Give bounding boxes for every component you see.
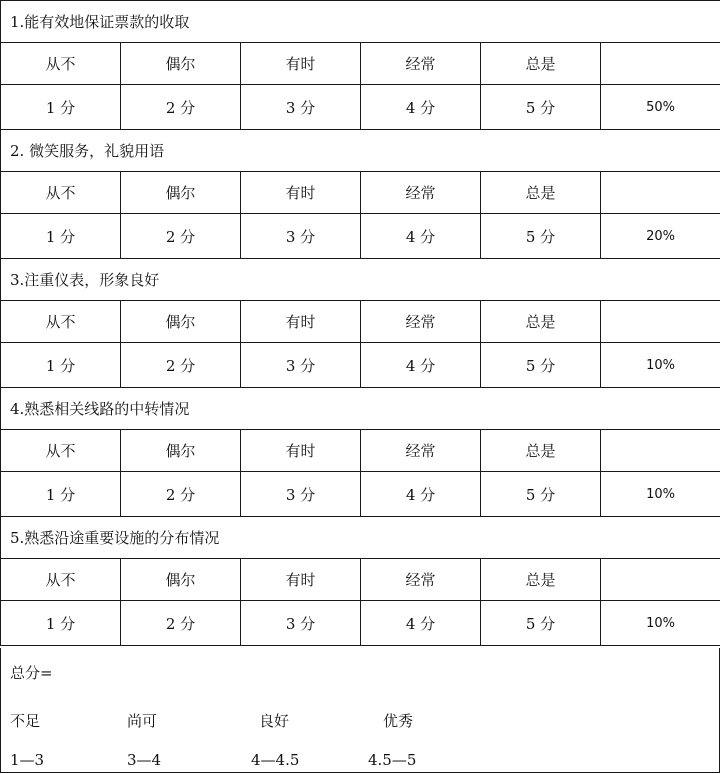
score-cell: 2 分: [121, 601, 241, 646]
item-title-row: [1, 259, 720, 301]
level-good: 良好: [259, 712, 290, 730]
frequency-option[interactable]: 总是: [481, 301, 601, 343]
frequency-option[interactable]: 总是: [481, 430, 601, 472]
item-title: 3.注重仪表，形象良好: [1, 259, 720, 301]
score-cell: 1 分: [1, 85, 121, 130]
item-title: 2. 微笑服务，礼貌用语: [1, 130, 720, 172]
empty-cell: [601, 301, 720, 343]
score-cell: 1 分: [1, 472, 121, 517]
empty-cell: [601, 559, 720, 601]
empty-cell: [601, 430, 720, 472]
frequency-option[interactable]: 从不: [1, 172, 121, 214]
frequency-option[interactable]: 从不: [1, 43, 121, 85]
score-cell: 5 分: [481, 85, 601, 130]
item-title-row: [1, 130, 720, 172]
score-cell: 2 分: [121, 85, 241, 130]
frequency-row: [1, 430, 720, 472]
frequency-row: [1, 301, 720, 343]
score-cell: 5 分: [481, 601, 601, 646]
score-cell: 4 分: [361, 343, 481, 388]
score-cell: 3 分: [241, 472, 361, 517]
score-cell: 1 分: [1, 214, 121, 259]
score-cell: 5 分: [481, 472, 601, 517]
frequency-option[interactable]: 总是: [481, 172, 601, 214]
total-score-label: 总分=: [10, 664, 53, 682]
score-cell: 2 分: [121, 214, 241, 259]
score-cell: 2 分: [121, 343, 241, 388]
score-cell: 5 分: [481, 343, 601, 388]
item-title: 4.熟悉相关线路的中转情况: [1, 388, 720, 430]
item-title-row: [1, 388, 720, 430]
score-cell: 4 分: [361, 472, 481, 517]
item-title: 5.熟悉沿途重要设施的分布情况: [1, 517, 720, 559]
frequency-option[interactable]: 有时: [241, 301, 361, 343]
frequency-option[interactable]: 总是: [481, 43, 601, 85]
range-acceptable: 3—4: [127, 751, 162, 769]
score-cell: 1 分: [1, 343, 121, 388]
frequency-option[interactable]: 偶尔: [121, 301, 241, 343]
item-title-row: [1, 1, 720, 43]
frequency-option[interactable]: 经常: [361, 43, 481, 85]
frequency-option[interactable]: 经常: [361, 301, 481, 343]
empty-cell: [601, 172, 720, 214]
score-cell: 4 分: [361, 214, 481, 259]
range-insufficient: 1—3: [10, 751, 45, 769]
frequency-option[interactable]: 偶尔: [121, 172, 241, 214]
frequency-row: [1, 172, 720, 214]
frequency-option[interactable]: 从不: [1, 430, 121, 472]
frequency-option[interactable]: 从不: [1, 301, 121, 343]
level-acceptable: 尚可: [127, 712, 158, 730]
score-cell: 4 分: [361, 85, 481, 130]
score-row: [1, 472, 720, 517]
weight-cell: 10%: [601, 343, 720, 388]
level-excellent: 优秀: [383, 712, 414, 730]
weight-cell: 50%: [601, 85, 720, 130]
frequency-option[interactable]: 有时: [241, 559, 361, 601]
item-title-row: [1, 517, 720, 559]
frequency-option[interactable]: 总是: [481, 559, 601, 601]
score-cell: 4 分: [361, 601, 481, 646]
weight-cell: 10%: [601, 472, 720, 517]
score-summary: [0, 648, 720, 773]
range-good: 4—4.5: [251, 751, 300, 769]
item-title: 1.能有效地保证票款的收取: [1, 1, 720, 43]
empty-cell: [601, 43, 720, 85]
score-row: [1, 85, 720, 130]
score-cell: 3 分: [241, 85, 361, 130]
score-cell: 3 分: [241, 214, 361, 259]
score-cell: 3 分: [241, 601, 361, 646]
frequency-option[interactable]: 偶尔: [121, 559, 241, 601]
frequency-option[interactable]: 偶尔: [121, 430, 241, 472]
frequency-option[interactable]: 有时: [241, 43, 361, 85]
score-row: [1, 343, 720, 388]
level-insufficient: 不足: [10, 712, 41, 730]
frequency-option[interactable]: 经常: [361, 430, 481, 472]
frequency-row: [1, 559, 720, 601]
frequency-option[interactable]: 经常: [361, 172, 481, 214]
frequency-option[interactable]: 有时: [241, 430, 361, 472]
score-cell: 3 分: [241, 343, 361, 388]
frequency-option[interactable]: 经常: [361, 559, 481, 601]
score-cell: 5 分: [481, 214, 601, 259]
weight-cell: 20%: [601, 214, 720, 259]
score-cell: 2 分: [121, 472, 241, 517]
weight-cell: 10%: [601, 601, 720, 646]
range-excellent: 4.5—5: [368, 751, 417, 769]
score-cell: 1 分: [1, 601, 121, 646]
score-row: [1, 601, 720, 646]
frequency-row: [1, 43, 720, 85]
frequency-option[interactable]: 有时: [241, 172, 361, 214]
score-row: [1, 214, 720, 259]
frequency-option[interactable]: 从不: [1, 559, 121, 601]
frequency-option[interactable]: 偶尔: [121, 43, 241, 85]
